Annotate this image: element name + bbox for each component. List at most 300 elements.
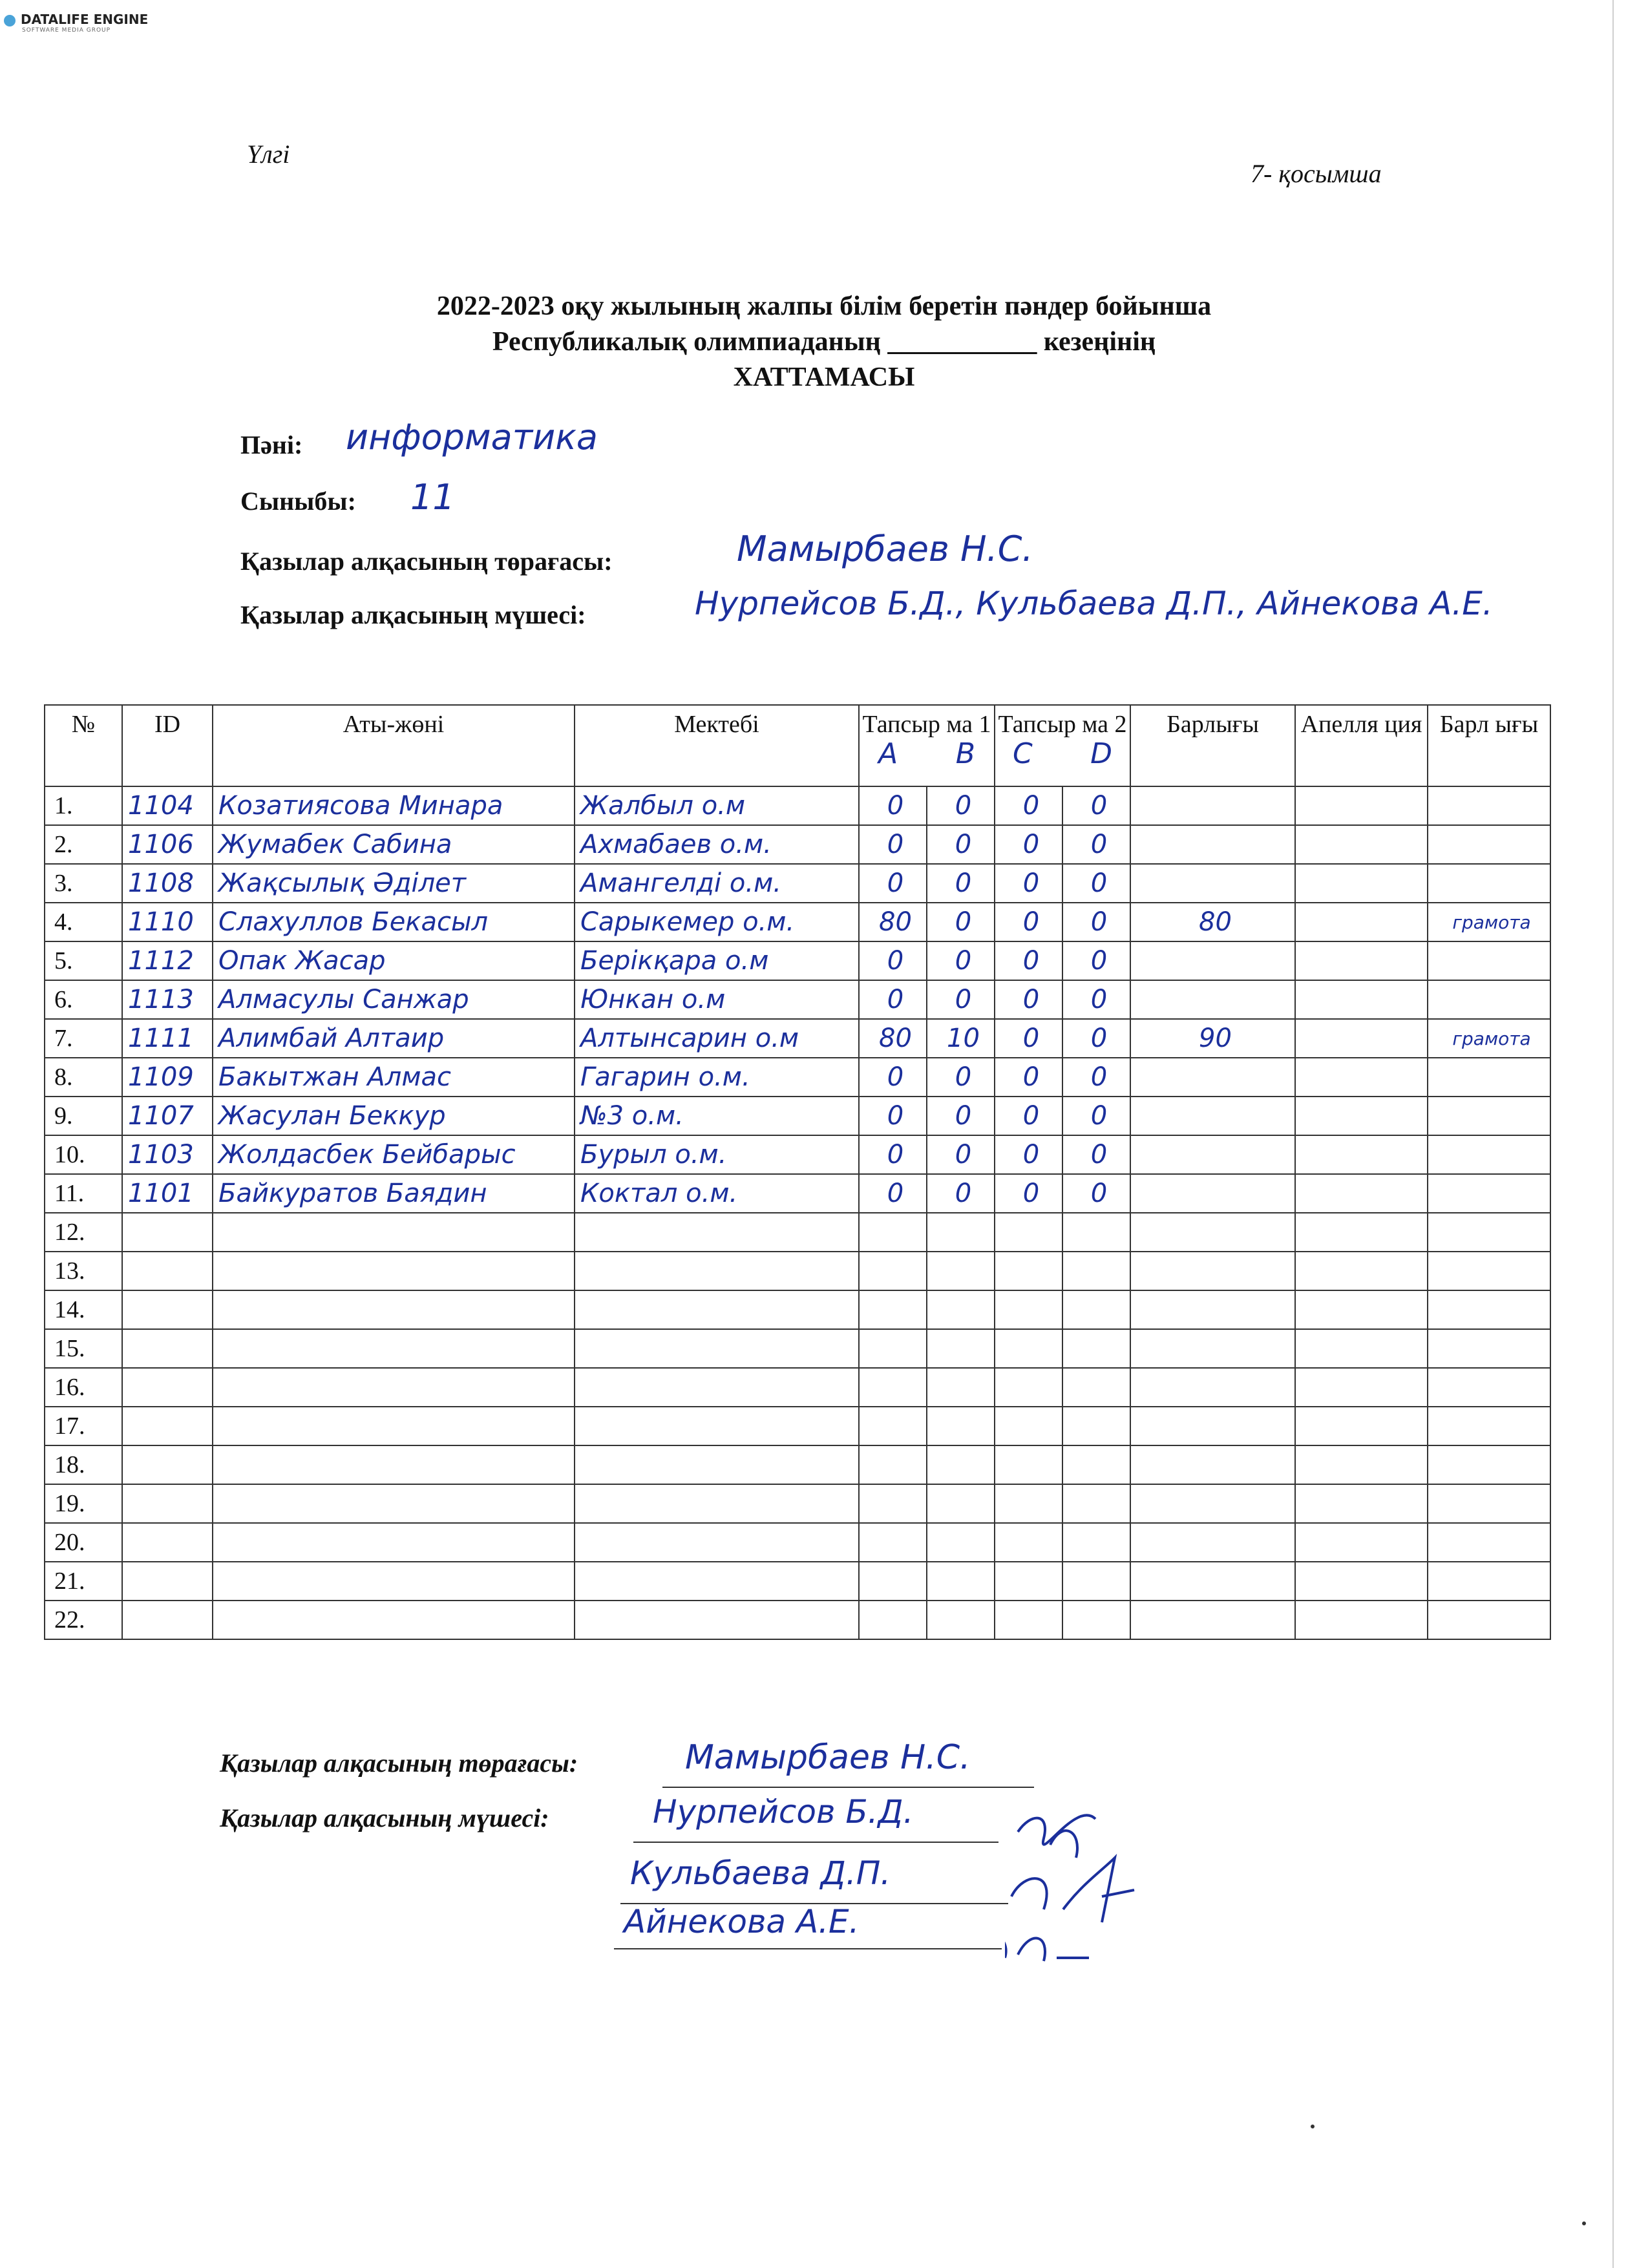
cell-appeal bbox=[1295, 1252, 1428, 1290]
cell-total2: грамота bbox=[1428, 903, 1550, 941]
table-row bbox=[45, 1290, 1550, 1329]
cell-c bbox=[995, 1252, 1062, 1290]
cell-b bbox=[927, 1484, 995, 1523]
cell-appeal bbox=[1295, 1445, 1428, 1484]
cell-b bbox=[927, 1445, 995, 1484]
cell-n: 2. bbox=[45, 825, 122, 864]
cell-a bbox=[859, 1329, 927, 1368]
cell-c: 0 bbox=[995, 980, 1062, 1019]
cell-total bbox=[1130, 1329, 1295, 1368]
cell-school bbox=[575, 1562, 859, 1601]
cell-appeal bbox=[1295, 1290, 1428, 1329]
cell-c bbox=[995, 1290, 1062, 1329]
cell-d bbox=[1062, 1407, 1130, 1445]
logo-icon bbox=[4, 15, 16, 26]
cell-name bbox=[213, 1407, 575, 1445]
cell-appeal bbox=[1295, 1097, 1428, 1135]
table-row bbox=[45, 1484, 1550, 1523]
cell-a bbox=[859, 1484, 927, 1523]
cell-d: 0 bbox=[1062, 1097, 1130, 1135]
cell-total bbox=[1130, 1290, 1295, 1329]
cell-a bbox=[859, 1601, 927, 1639]
cell-n: 6. bbox=[45, 980, 122, 1019]
sig-member-name-2: Кульбаева Д.П. bbox=[630, 1854, 891, 1892]
cell-b bbox=[927, 1213, 995, 1252]
table-row bbox=[45, 941, 1550, 980]
cell-name: Жасулан Беккур bbox=[213, 1097, 575, 1135]
cell-a: 0 bbox=[859, 1174, 927, 1213]
title-line-2: Республикалық олимпиаданың ___________ кезеңінің bbox=[492, 327, 1156, 357]
cell-total2 bbox=[1428, 1174, 1550, 1213]
cell-school bbox=[575, 1523, 859, 1562]
watermark-name: DATALIFE ENGINE bbox=[21, 12, 149, 27]
cell-school bbox=[575, 1213, 859, 1252]
cell-b: 0 bbox=[927, 980, 995, 1019]
cell-school bbox=[575, 1407, 859, 1445]
cell-b: 0 bbox=[927, 1097, 995, 1135]
cell-total2 bbox=[1428, 1523, 1550, 1562]
col-num: № bbox=[45, 705, 122, 786]
col-total2: Барл ығы bbox=[1428, 705, 1550, 786]
cell-total: 90 bbox=[1130, 1019, 1295, 1058]
cell-id bbox=[122, 1407, 213, 1445]
cell-id bbox=[122, 1290, 213, 1329]
cell-total2 bbox=[1428, 1601, 1550, 1639]
cell-a bbox=[859, 1213, 927, 1252]
cell-appeal bbox=[1295, 980, 1428, 1019]
cell-school bbox=[575, 1484, 859, 1523]
cell-appeal bbox=[1295, 1368, 1428, 1407]
cell-id bbox=[122, 1445, 213, 1484]
cell-name bbox=[213, 1213, 575, 1252]
chair-value: Мамырбаев Н.С. bbox=[737, 529, 1033, 569]
cell-total bbox=[1130, 825, 1295, 864]
cell-name: Алимбай Алтаир bbox=[213, 1019, 575, 1058]
cell-school: Юнкан о.м bbox=[575, 980, 859, 1019]
cell-name: Жақсылық Әділет bbox=[213, 864, 575, 903]
cell-c bbox=[995, 1601, 1062, 1639]
cell-id bbox=[122, 1601, 213, 1639]
table-row bbox=[45, 1213, 1550, 1252]
task2-mark-c: C bbox=[1012, 737, 1033, 770]
cell-c: 0 bbox=[995, 1097, 1062, 1135]
table-row bbox=[45, 864, 1550, 903]
title-line-1: 2022-2023 оқу жылының жалпы білім беретін пәндер бойынша bbox=[436, 291, 1212, 321]
cell-name bbox=[213, 1445, 575, 1484]
cell-n: 20. bbox=[45, 1523, 122, 1562]
cell-d bbox=[1062, 1484, 1130, 1523]
cell-total bbox=[1130, 1097, 1295, 1135]
cell-school bbox=[575, 1445, 859, 1484]
cell-id bbox=[122, 1252, 213, 1290]
cell-total bbox=[1130, 1523, 1295, 1562]
cell-c: 0 bbox=[995, 825, 1062, 864]
cell-n: 10. bbox=[45, 1135, 122, 1174]
member-label: Қазылар алқасының мүшесі: bbox=[240, 600, 586, 629]
signature-mark-3 bbox=[1005, 1934, 1089, 1961]
cell-c: 0 bbox=[995, 864, 1062, 903]
cell-school bbox=[575, 1601, 859, 1639]
cell-appeal bbox=[1295, 1019, 1428, 1058]
cell-total2 bbox=[1428, 1368, 1550, 1407]
table-row bbox=[45, 1174, 1550, 1213]
cell-b: 0 bbox=[927, 1058, 995, 1097]
task2-label: Тапсыр ма 2 bbox=[998, 711, 1127, 738]
cell-total2 bbox=[1428, 1213, 1550, 1252]
cell-d: 0 bbox=[1062, 1019, 1130, 1058]
member-value: Нурпейсов Б.Д., Кульбаева Д.П., Айнекова А.Е. bbox=[695, 585, 1493, 622]
cell-a bbox=[859, 1445, 927, 1484]
cell-id: 1113 bbox=[122, 980, 213, 1019]
cell-c bbox=[995, 1368, 1062, 1407]
cell-c bbox=[995, 1329, 1062, 1368]
cell-total2 bbox=[1428, 1135, 1550, 1174]
task2-mark-d: D bbox=[1090, 737, 1113, 770]
col-task1 bbox=[859, 705, 995, 786]
watermark-logo bbox=[4, 12, 148, 34]
cell-name: Козатиясова Минара bbox=[213, 786, 575, 825]
cell-d: 0 bbox=[1062, 980, 1130, 1019]
cell-d bbox=[1062, 1523, 1130, 1562]
cell-d: 0 bbox=[1062, 864, 1130, 903]
title-line-3: ХАТТАМАСЫ bbox=[733, 362, 915, 392]
cell-name: Байкуратов Баядин bbox=[213, 1174, 575, 1213]
cell-c bbox=[995, 1445, 1062, 1484]
cell-a: 0 bbox=[859, 864, 927, 903]
cell-d bbox=[1062, 1290, 1130, 1329]
cell-name: Слахуллов Бекасыл bbox=[213, 903, 575, 941]
task1-mark-a: A bbox=[878, 737, 898, 770]
table-row bbox=[45, 1523, 1550, 1562]
sig-member-name-1: Нурпейсов Б.Д. bbox=[653, 1793, 914, 1831]
cell-total bbox=[1130, 1562, 1295, 1601]
cell-d: 0 bbox=[1062, 1135, 1130, 1174]
cell-name: Жолдасбек Бейбарыс bbox=[213, 1135, 575, 1174]
table-row bbox=[45, 786, 1550, 825]
table-row bbox=[45, 1601, 1550, 1639]
protocol-table bbox=[44, 704, 1551, 1640]
table-header-row bbox=[45, 705, 1550, 786]
cell-id: 1111 bbox=[122, 1019, 213, 1058]
sig-chair-name: Мамырбаев Н.С. bbox=[685, 1738, 971, 1777]
cell-appeal bbox=[1295, 786, 1428, 825]
sig-chair-label: Қазылар алқасының төрағасы: bbox=[220, 1748, 578, 1778]
cell-b: 10 bbox=[927, 1019, 995, 1058]
subject-value: информатика bbox=[346, 417, 598, 457]
cell-c: 0 bbox=[995, 1019, 1062, 1058]
cell-n: 12. bbox=[45, 1213, 122, 1252]
stray-dot-1 bbox=[1311, 2125, 1315, 2128]
cell-a: 0 bbox=[859, 1097, 927, 1135]
cell-total2 bbox=[1428, 1445, 1550, 1484]
cell-school bbox=[575, 1368, 859, 1407]
cell-name: Бакытжан Алмас bbox=[213, 1058, 575, 1097]
cell-total2 bbox=[1428, 1058, 1550, 1097]
cell-a bbox=[859, 1407, 927, 1445]
cell-a bbox=[859, 1252, 927, 1290]
cell-total bbox=[1130, 1058, 1295, 1097]
sig-member-name-3: Айнекова А.Е. bbox=[624, 1903, 860, 1940]
subject-label: Пәні: bbox=[240, 430, 303, 459]
cell-school: Коктал о.м. bbox=[575, 1174, 859, 1213]
cell-a: 0 bbox=[859, 825, 927, 864]
cell-n: 3. bbox=[45, 864, 122, 903]
cell-n: 5. bbox=[45, 941, 122, 980]
cell-total2 bbox=[1428, 1484, 1550, 1523]
appendix-label: 7- қосымша bbox=[1251, 159, 1382, 188]
cell-total2 bbox=[1428, 1097, 1550, 1135]
cell-id bbox=[122, 1523, 213, 1562]
cell-a bbox=[859, 1523, 927, 1562]
cell-appeal bbox=[1295, 864, 1428, 903]
cell-a: 0 bbox=[859, 786, 927, 825]
cell-name bbox=[213, 1601, 575, 1639]
cell-school: Берікқара о.м bbox=[575, 941, 859, 980]
cell-d: 0 bbox=[1062, 941, 1130, 980]
cell-a: 0 bbox=[859, 1058, 927, 1097]
cell-b: 0 bbox=[927, 1174, 995, 1213]
cell-id bbox=[122, 1484, 213, 1523]
table-row bbox=[45, 980, 1550, 1019]
cell-total bbox=[1130, 1174, 1295, 1213]
stray-dot-2 bbox=[1582, 2221, 1586, 2225]
cell-name bbox=[213, 1290, 575, 1329]
cell-school: Гагарин о.м. bbox=[575, 1058, 859, 1097]
col-appeal: Апелля ция bbox=[1295, 705, 1428, 786]
cell-total bbox=[1130, 864, 1295, 903]
cell-name bbox=[213, 1368, 575, 1407]
cell-total bbox=[1130, 1445, 1295, 1484]
cell-school: Бурыл о.м. bbox=[575, 1135, 859, 1174]
cell-n: 9. bbox=[45, 1097, 122, 1135]
cell-n: 16. bbox=[45, 1368, 122, 1407]
cell-c: 0 bbox=[995, 1058, 1062, 1097]
cell-d: 0 bbox=[1062, 1174, 1130, 1213]
cell-id: 1101 bbox=[122, 1174, 213, 1213]
cell-b bbox=[927, 1290, 995, 1329]
cell-total2 bbox=[1428, 980, 1550, 1019]
cell-d bbox=[1062, 1445, 1130, 1484]
cell-appeal bbox=[1295, 1213, 1428, 1252]
cell-b: 0 bbox=[927, 825, 995, 864]
chair-label: Қазылар алқасының төрағасы: bbox=[240, 547, 613, 576]
cell-total bbox=[1130, 1484, 1295, 1523]
cell-b: 0 bbox=[927, 903, 995, 941]
cell-d: 0 bbox=[1062, 1058, 1130, 1097]
cell-a: 0 bbox=[859, 980, 927, 1019]
cell-total2 bbox=[1428, 864, 1550, 903]
table-row bbox=[45, 1368, 1550, 1407]
cell-total2 bbox=[1428, 1252, 1550, 1290]
cell-name: Опак Жасар bbox=[213, 941, 575, 980]
cell-c bbox=[995, 1407, 1062, 1445]
cell-school: №3 о.м. bbox=[575, 1097, 859, 1135]
cell-c bbox=[995, 1523, 1062, 1562]
cell-id bbox=[122, 1368, 213, 1407]
cell-id: 1108 bbox=[122, 864, 213, 903]
cell-total bbox=[1130, 980, 1295, 1019]
table-row bbox=[45, 1407, 1550, 1445]
cell-appeal bbox=[1295, 1329, 1428, 1368]
table-row bbox=[45, 1329, 1550, 1368]
signature-mark-2 bbox=[1011, 1858, 1134, 1922]
cell-b: 0 bbox=[927, 786, 995, 825]
table-row bbox=[45, 1252, 1550, 1290]
col-id: ID bbox=[122, 705, 213, 786]
cell-name: Жумабек Сабина bbox=[213, 825, 575, 864]
table-row bbox=[45, 1097, 1550, 1135]
cell-total2 bbox=[1428, 825, 1550, 864]
sig-member-label: Қазылар алқасының мүшесі: bbox=[220, 1803, 549, 1832]
cell-c: 0 bbox=[995, 941, 1062, 980]
cell-appeal bbox=[1295, 1135, 1428, 1174]
cell-appeal bbox=[1295, 1601, 1428, 1639]
cell-id bbox=[122, 1329, 213, 1368]
cell-c: 0 bbox=[995, 903, 1062, 941]
cell-total2: грамота bbox=[1428, 1019, 1550, 1058]
cell-name bbox=[213, 1523, 575, 1562]
handwritten-signatures bbox=[1005, 1774, 1173, 1968]
cell-n: 15. bbox=[45, 1329, 122, 1368]
cell-school bbox=[575, 1290, 859, 1329]
cell-appeal bbox=[1295, 903, 1428, 941]
grade-value: 11 bbox=[410, 477, 455, 518]
cell-school: Ахмабаев о.м. bbox=[575, 825, 859, 864]
cell-d: 0 bbox=[1062, 825, 1130, 864]
cell-a: 80 bbox=[859, 1019, 927, 1058]
cell-id: 1109 bbox=[122, 1058, 213, 1097]
cell-school bbox=[575, 1329, 859, 1368]
table-row bbox=[45, 825, 1550, 864]
cell-n: 11. bbox=[45, 1174, 122, 1213]
cell-total bbox=[1130, 1601, 1295, 1639]
cell-d bbox=[1062, 1601, 1130, 1639]
cell-b bbox=[927, 1562, 995, 1601]
cell-c: 0 bbox=[995, 1135, 1062, 1174]
cell-appeal bbox=[1295, 1058, 1428, 1097]
signature-mark-1 bbox=[1018, 1815, 1095, 1858]
cell-n: 22. bbox=[45, 1601, 122, 1639]
cell-id: 1106 bbox=[122, 825, 213, 864]
cell-n: 1. bbox=[45, 786, 122, 825]
task1-label: Тапсыр ма 1 bbox=[862, 711, 991, 738]
table-row bbox=[45, 1135, 1550, 1174]
cell-total bbox=[1130, 1213, 1295, 1252]
cell-total2 bbox=[1428, 941, 1550, 980]
cell-school: Жалбыл о.м bbox=[575, 786, 859, 825]
cell-total2 bbox=[1428, 786, 1550, 825]
cell-b bbox=[927, 1407, 995, 1445]
cell-total bbox=[1130, 1368, 1295, 1407]
watermark-sub: SOFTWARE MEDIA GROUP bbox=[22, 27, 111, 34]
cell-id: 1103 bbox=[122, 1135, 213, 1174]
cell-name bbox=[213, 1252, 575, 1290]
cell-id: 1112 bbox=[122, 941, 213, 980]
col-school: Мектебі bbox=[575, 705, 859, 786]
sample-label: Үлгі bbox=[247, 140, 290, 169]
cell-name bbox=[213, 1484, 575, 1523]
cell-b: 0 bbox=[927, 1135, 995, 1174]
cell-total bbox=[1130, 1252, 1295, 1290]
cell-id: 1104 bbox=[122, 786, 213, 825]
cell-c bbox=[995, 1562, 1062, 1601]
cell-a: 0 bbox=[859, 941, 927, 980]
cell-n: 4. bbox=[45, 903, 122, 941]
cell-id bbox=[122, 1213, 213, 1252]
cell-name bbox=[213, 1562, 575, 1601]
col-total: Барлығы bbox=[1130, 705, 1295, 786]
cell-n: 13. bbox=[45, 1252, 122, 1290]
cell-name: Алмасулы Санжар bbox=[213, 980, 575, 1019]
cell-total bbox=[1130, 1135, 1295, 1174]
cell-appeal bbox=[1295, 1484, 1428, 1523]
cell-appeal bbox=[1295, 1523, 1428, 1562]
cell-appeal bbox=[1295, 825, 1428, 864]
cell-d bbox=[1062, 1562, 1130, 1601]
cell-n: 8. bbox=[45, 1058, 122, 1097]
cell-school bbox=[575, 1252, 859, 1290]
cell-n: 18. bbox=[45, 1445, 122, 1484]
cell-total bbox=[1130, 1407, 1295, 1445]
table-row bbox=[45, 1562, 1550, 1601]
table-row bbox=[45, 1445, 1550, 1484]
cell-appeal bbox=[1295, 1562, 1428, 1601]
cell-a: 80 bbox=[859, 903, 927, 941]
cell-a bbox=[859, 1368, 927, 1407]
cell-appeal bbox=[1295, 1174, 1428, 1213]
cell-n: 17. bbox=[45, 1407, 122, 1445]
cell-b bbox=[927, 1523, 995, 1562]
cell-total2 bbox=[1428, 1329, 1550, 1368]
cell-a bbox=[859, 1290, 927, 1329]
cell-school: Сарыкемер о.м. bbox=[575, 903, 859, 941]
cell-c: 0 bbox=[995, 1174, 1062, 1213]
cell-school: Алтынсарин о.м bbox=[575, 1019, 859, 1058]
cell-n: 7. bbox=[45, 1019, 122, 1058]
cell-total bbox=[1130, 786, 1295, 825]
cell-appeal bbox=[1295, 941, 1428, 980]
table-row bbox=[45, 903, 1550, 941]
cell-d: 0 bbox=[1062, 903, 1130, 941]
table-row bbox=[45, 1058, 1550, 1097]
col-task2 bbox=[995, 705, 1130, 786]
grade-label: Сыныбы: bbox=[240, 487, 356, 516]
cell-d: 0 bbox=[1062, 786, 1130, 825]
cell-school: Амангелді о.м. bbox=[575, 864, 859, 903]
cell-total bbox=[1130, 941, 1295, 980]
cell-total2 bbox=[1428, 1562, 1550, 1601]
cell-n: 14. bbox=[45, 1290, 122, 1329]
cell-total2 bbox=[1428, 1407, 1550, 1445]
cell-n: 21. bbox=[45, 1562, 122, 1601]
cell-total: 80 bbox=[1130, 903, 1295, 941]
cell-id: 1107 bbox=[122, 1097, 213, 1135]
cell-name bbox=[213, 1329, 575, 1368]
cell-n: 19. bbox=[45, 1484, 122, 1523]
cell-appeal bbox=[1295, 1407, 1428, 1445]
cell-d bbox=[1062, 1329, 1130, 1368]
cell-b bbox=[927, 1252, 995, 1290]
cell-b: 0 bbox=[927, 941, 995, 980]
cell-b bbox=[927, 1601, 995, 1639]
cell-d bbox=[1062, 1368, 1130, 1407]
cell-id bbox=[122, 1562, 213, 1601]
col-name: Аты-жөні bbox=[213, 705, 575, 786]
table-row bbox=[45, 1019, 1550, 1058]
cell-c bbox=[995, 1213, 1062, 1252]
cell-b bbox=[927, 1368, 995, 1407]
cell-id: 1110 bbox=[122, 903, 213, 941]
